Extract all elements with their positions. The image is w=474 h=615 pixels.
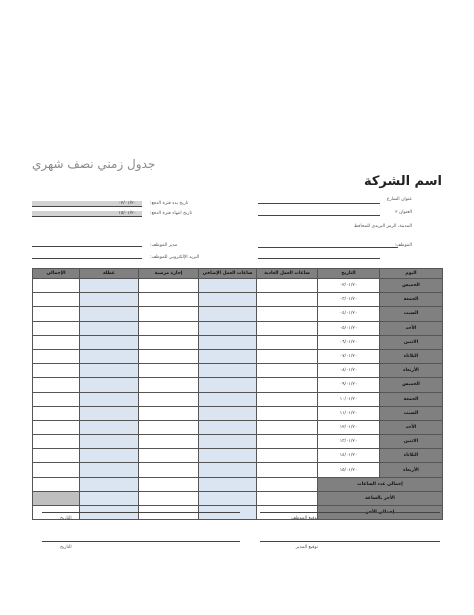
regular-hours-cell[interactable] bbox=[257, 349, 318, 363]
overtime-cell[interactable] bbox=[199, 321, 257, 335]
day-cell: الثلاثاء bbox=[380, 449, 443, 463]
holiday-cell[interactable] bbox=[80, 364, 139, 378]
total-cell[interactable] bbox=[33, 420, 80, 434]
table-row bbox=[33, 420, 443, 434]
total-hours-overtime[interactable] bbox=[199, 477, 257, 491]
date-cell[interactable]: ٠٨/٠١/٢٠ bbox=[318, 364, 380, 378]
regular-hours-cell[interactable] bbox=[257, 293, 318, 307]
date-line-2[interactable] bbox=[42, 541, 240, 542]
manager-signature-label: توقيع المدير bbox=[295, 545, 318, 550]
employee-label: الموظف: bbox=[394, 243, 412, 248]
document-title: جدول زمني نصف شهري bbox=[32, 157, 156, 171]
table-row bbox=[33, 335, 443, 349]
day-cell: الاثنين bbox=[380, 435, 443, 449]
total-cell[interactable] bbox=[33, 463, 80, 477]
day-cell: الثلاثاء bbox=[380, 349, 443, 363]
regular-hours-cell[interactable] bbox=[257, 321, 318, 335]
regular-hours-cell[interactable] bbox=[257, 406, 318, 420]
table-row bbox=[33, 293, 443, 307]
address2-field[interactable] bbox=[258, 215, 380, 216]
header-day: اليوم bbox=[380, 269, 443, 279]
sick-cell[interactable] bbox=[139, 449, 199, 463]
overtime-cell[interactable] bbox=[199, 392, 257, 406]
summary-label-rate: الأجر بالساعة bbox=[318, 491, 443, 505]
regular-hours-cell[interactable] bbox=[257, 420, 318, 434]
regular-hours-cell[interactable] bbox=[257, 463, 318, 477]
overtime-cell[interactable] bbox=[199, 307, 257, 321]
day-cell: الأحد bbox=[380, 321, 443, 335]
manager-signature-line[interactable] bbox=[260, 541, 440, 542]
regular-hours-cell[interactable] bbox=[257, 279, 318, 293]
employee-signature-label: توقيع الموظف bbox=[291, 516, 318, 521]
table-row bbox=[33, 349, 443, 363]
sick-cell[interactable] bbox=[139, 420, 199, 434]
day-cell: الأحد bbox=[380, 420, 443, 434]
day-cell: الجمعة bbox=[380, 293, 443, 307]
holiday-cell[interactable] bbox=[80, 307, 139, 321]
day-cell: الأربعاء bbox=[380, 463, 443, 477]
regular-hours-cell[interactable] bbox=[257, 364, 318, 378]
manager-field[interactable] bbox=[32, 246, 142, 247]
end-date-value: ١٥/٠١/٢٠ bbox=[118, 211, 136, 216]
start-date-value: ٠٢/٠١/٢٠ bbox=[118, 201, 136, 206]
date-cell[interactable]: ٠٢/٠١/٢٠ bbox=[318, 279, 380, 293]
holiday-cell[interactable] bbox=[80, 406, 139, 420]
city-label: المدينة، الرمز البريدي للمحافظ bbox=[353, 224, 412, 229]
total-cell[interactable] bbox=[33, 321, 80, 335]
address2-label: العنوان ٢ bbox=[395, 210, 412, 215]
date-cell[interactable]: ١٥/٠١/٢٠ bbox=[318, 463, 380, 477]
sick-cell[interactable] bbox=[139, 321, 199, 335]
rate-total bbox=[33, 491, 80, 505]
sick-cell[interactable] bbox=[139, 349, 199, 363]
address-label: عنوان الشارع bbox=[386, 197, 412, 202]
day-cell: الخميس bbox=[380, 378, 443, 392]
total-cell[interactable] bbox=[33, 378, 80, 392]
overtime-cell[interactable] bbox=[199, 293, 257, 307]
summary-label-total-pay: إجمالي الأجر bbox=[318, 506, 443, 520]
holiday-cell[interactable] bbox=[80, 378, 139, 392]
total-hours-regular[interactable] bbox=[257, 477, 318, 491]
day-cell: السبت bbox=[380, 307, 443, 321]
end-date-label: تاريخ انتهاء فترة الدفع: bbox=[150, 211, 193, 216]
overtime-cell[interactable] bbox=[199, 335, 257, 349]
total-hours-holiday[interactable] bbox=[80, 477, 139, 491]
end-date-field[interactable] bbox=[32, 211, 142, 217]
header-holiday: عطلة bbox=[80, 269, 139, 279]
summary-row-total-hours bbox=[33, 477, 443, 491]
table-header-row bbox=[33, 269, 443, 279]
overtime-cell[interactable] bbox=[199, 463, 257, 477]
total-cell[interactable] bbox=[33, 279, 80, 293]
table-row bbox=[33, 307, 443, 321]
header-total: الإجمالي bbox=[33, 269, 80, 279]
holiday-cell[interactable] bbox=[80, 279, 139, 293]
total-cell[interactable] bbox=[33, 307, 80, 321]
manager-label: مدير الموظف: bbox=[150, 243, 178, 248]
address-field[interactable] bbox=[258, 203, 380, 204]
sick-cell[interactable] bbox=[139, 392, 199, 406]
holiday-cell[interactable] bbox=[80, 335, 139, 349]
table-row bbox=[33, 449, 443, 463]
table-row bbox=[33, 392, 443, 406]
email-label: البريد الإلكتروني للموظف: bbox=[150, 255, 200, 260]
regular-hours-cell[interactable] bbox=[257, 307, 318, 321]
holiday-cell[interactable] bbox=[80, 293, 139, 307]
day-cell: الاثنين bbox=[380, 335, 443, 349]
date-line-1[interactable] bbox=[42, 512, 240, 513]
day-cell: الأربعاء bbox=[380, 364, 443, 378]
header-overtime: ساعات العمل الإضافي bbox=[199, 269, 257, 279]
header-date: التاريخ bbox=[318, 269, 380, 279]
sick-cell[interactable] bbox=[139, 293, 199, 307]
header-sick: إجازة مرضية bbox=[139, 269, 199, 279]
date-cell[interactable]: ٠٤/٠١/٢٠ bbox=[318, 307, 380, 321]
overtime-cell[interactable] bbox=[199, 449, 257, 463]
total-cell[interactable] bbox=[33, 435, 80, 449]
sick-cell[interactable] bbox=[139, 406, 199, 420]
overtime-cell[interactable] bbox=[199, 279, 257, 293]
date-cell[interactable]: ٠٩/٠١/٢٠ bbox=[318, 378, 380, 392]
day-cell: الجمعة bbox=[380, 392, 443, 406]
overtime-cell[interactable] bbox=[199, 349, 257, 363]
overtime-cell[interactable] bbox=[199, 420, 257, 434]
table-row bbox=[33, 435, 443, 449]
holiday-cell[interactable] bbox=[80, 321, 139, 335]
company-name[interactable]: اسم الشركة bbox=[363, 174, 442, 189]
holiday-cell[interactable] bbox=[80, 392, 139, 406]
timesheet-table bbox=[32, 268, 443, 520]
summary-label-total-hours: إجمالي عدد الساعات bbox=[318, 477, 443, 491]
date-cell[interactable]: ٠٧/٠١/٢٠ bbox=[318, 349, 380, 363]
overtime-cell[interactable] bbox=[199, 435, 257, 449]
total-cell[interactable] bbox=[33, 449, 80, 463]
total-hours-total[interactable] bbox=[33, 477, 80, 491]
overtime-cell[interactable] bbox=[199, 364, 257, 378]
date-cell[interactable]: ١٠/٠١/٢٠ bbox=[318, 392, 380, 406]
total-cell[interactable] bbox=[33, 392, 80, 406]
holiday-cell[interactable] bbox=[80, 349, 139, 363]
sick-cell[interactable] bbox=[139, 279, 199, 293]
sick-cell[interactable] bbox=[139, 435, 199, 449]
overtime-cell[interactable] bbox=[199, 406, 257, 420]
holiday-cell[interactable] bbox=[80, 420, 139, 434]
day-cell: السبت bbox=[380, 406, 443, 420]
date-cell[interactable]: ٠٥/٠١/٢٠ bbox=[318, 321, 380, 335]
regular-hours-cell[interactable] bbox=[257, 435, 318, 449]
email-field[interactable] bbox=[32, 258, 142, 259]
header-regular: ساعات العمل العادية bbox=[257, 269, 318, 279]
total-cell[interactable] bbox=[33, 349, 80, 363]
date-cell[interactable]: ٠٣/٠١/٢٠ bbox=[318, 293, 380, 307]
start-date-field[interactable] bbox=[32, 201, 142, 207]
summary-row-rate bbox=[33, 491, 443, 505]
total-cell[interactable] bbox=[33, 364, 80, 378]
rate-sick[interactable] bbox=[139, 491, 199, 505]
sick-cell[interactable] bbox=[139, 463, 199, 477]
holiday-cell[interactable] bbox=[80, 449, 139, 463]
regular-hours-cell[interactable] bbox=[257, 392, 318, 406]
holiday-cell[interactable] bbox=[80, 463, 139, 477]
total-cell[interactable] bbox=[33, 335, 80, 349]
employee-signature-line[interactable] bbox=[260, 512, 440, 513]
date-cell[interactable]: ٠٦/٠١/٢٠ bbox=[318, 335, 380, 349]
sick-cell[interactable] bbox=[139, 378, 199, 392]
sick-cell[interactable] bbox=[139, 307, 199, 321]
regular-hours-cell[interactable] bbox=[257, 378, 318, 392]
table-row bbox=[33, 378, 443, 392]
date-cell[interactable]: ١٢/٠١/٢٠ bbox=[318, 420, 380, 434]
sick-cell[interactable] bbox=[139, 335, 199, 349]
total-cell[interactable] bbox=[33, 406, 80, 420]
employee-field[interactable] bbox=[258, 247, 398, 248]
total-hours-sick[interactable] bbox=[139, 477, 199, 491]
table-row bbox=[33, 279, 443, 293]
regular-hours-cell[interactable] bbox=[257, 335, 318, 349]
overtime-cell[interactable] bbox=[199, 378, 257, 392]
rate-holiday[interactable] bbox=[80, 491, 139, 505]
date-cell[interactable]: ١١/٠١/٢٠ bbox=[318, 406, 380, 420]
date-cell[interactable]: ١٤/٠١/٢٠ bbox=[318, 449, 380, 463]
rate-overtime[interactable] bbox=[199, 491, 257, 505]
regular-hours-cell[interactable] bbox=[257, 449, 318, 463]
rate-regular[interactable] bbox=[257, 491, 318, 505]
total-cell[interactable] bbox=[33, 293, 80, 307]
date-label-2: التاريخ bbox=[60, 545, 72, 550]
table-row bbox=[33, 406, 443, 420]
table-row bbox=[33, 321, 443, 335]
employee-extra-field[interactable] bbox=[258, 258, 380, 259]
table-row bbox=[33, 463, 443, 477]
date-cell[interactable]: ١٣/٠١/٢٠ bbox=[318, 435, 380, 449]
start-date-label: تاريخ بدء فترة الدفع: bbox=[150, 201, 189, 206]
sick-cell[interactable] bbox=[139, 364, 199, 378]
holiday-cell[interactable] bbox=[80, 435, 139, 449]
table-row bbox=[33, 364, 443, 378]
day-cell: الخميس bbox=[380, 279, 443, 293]
date-label-1: التاريخ bbox=[60, 516, 72, 521]
